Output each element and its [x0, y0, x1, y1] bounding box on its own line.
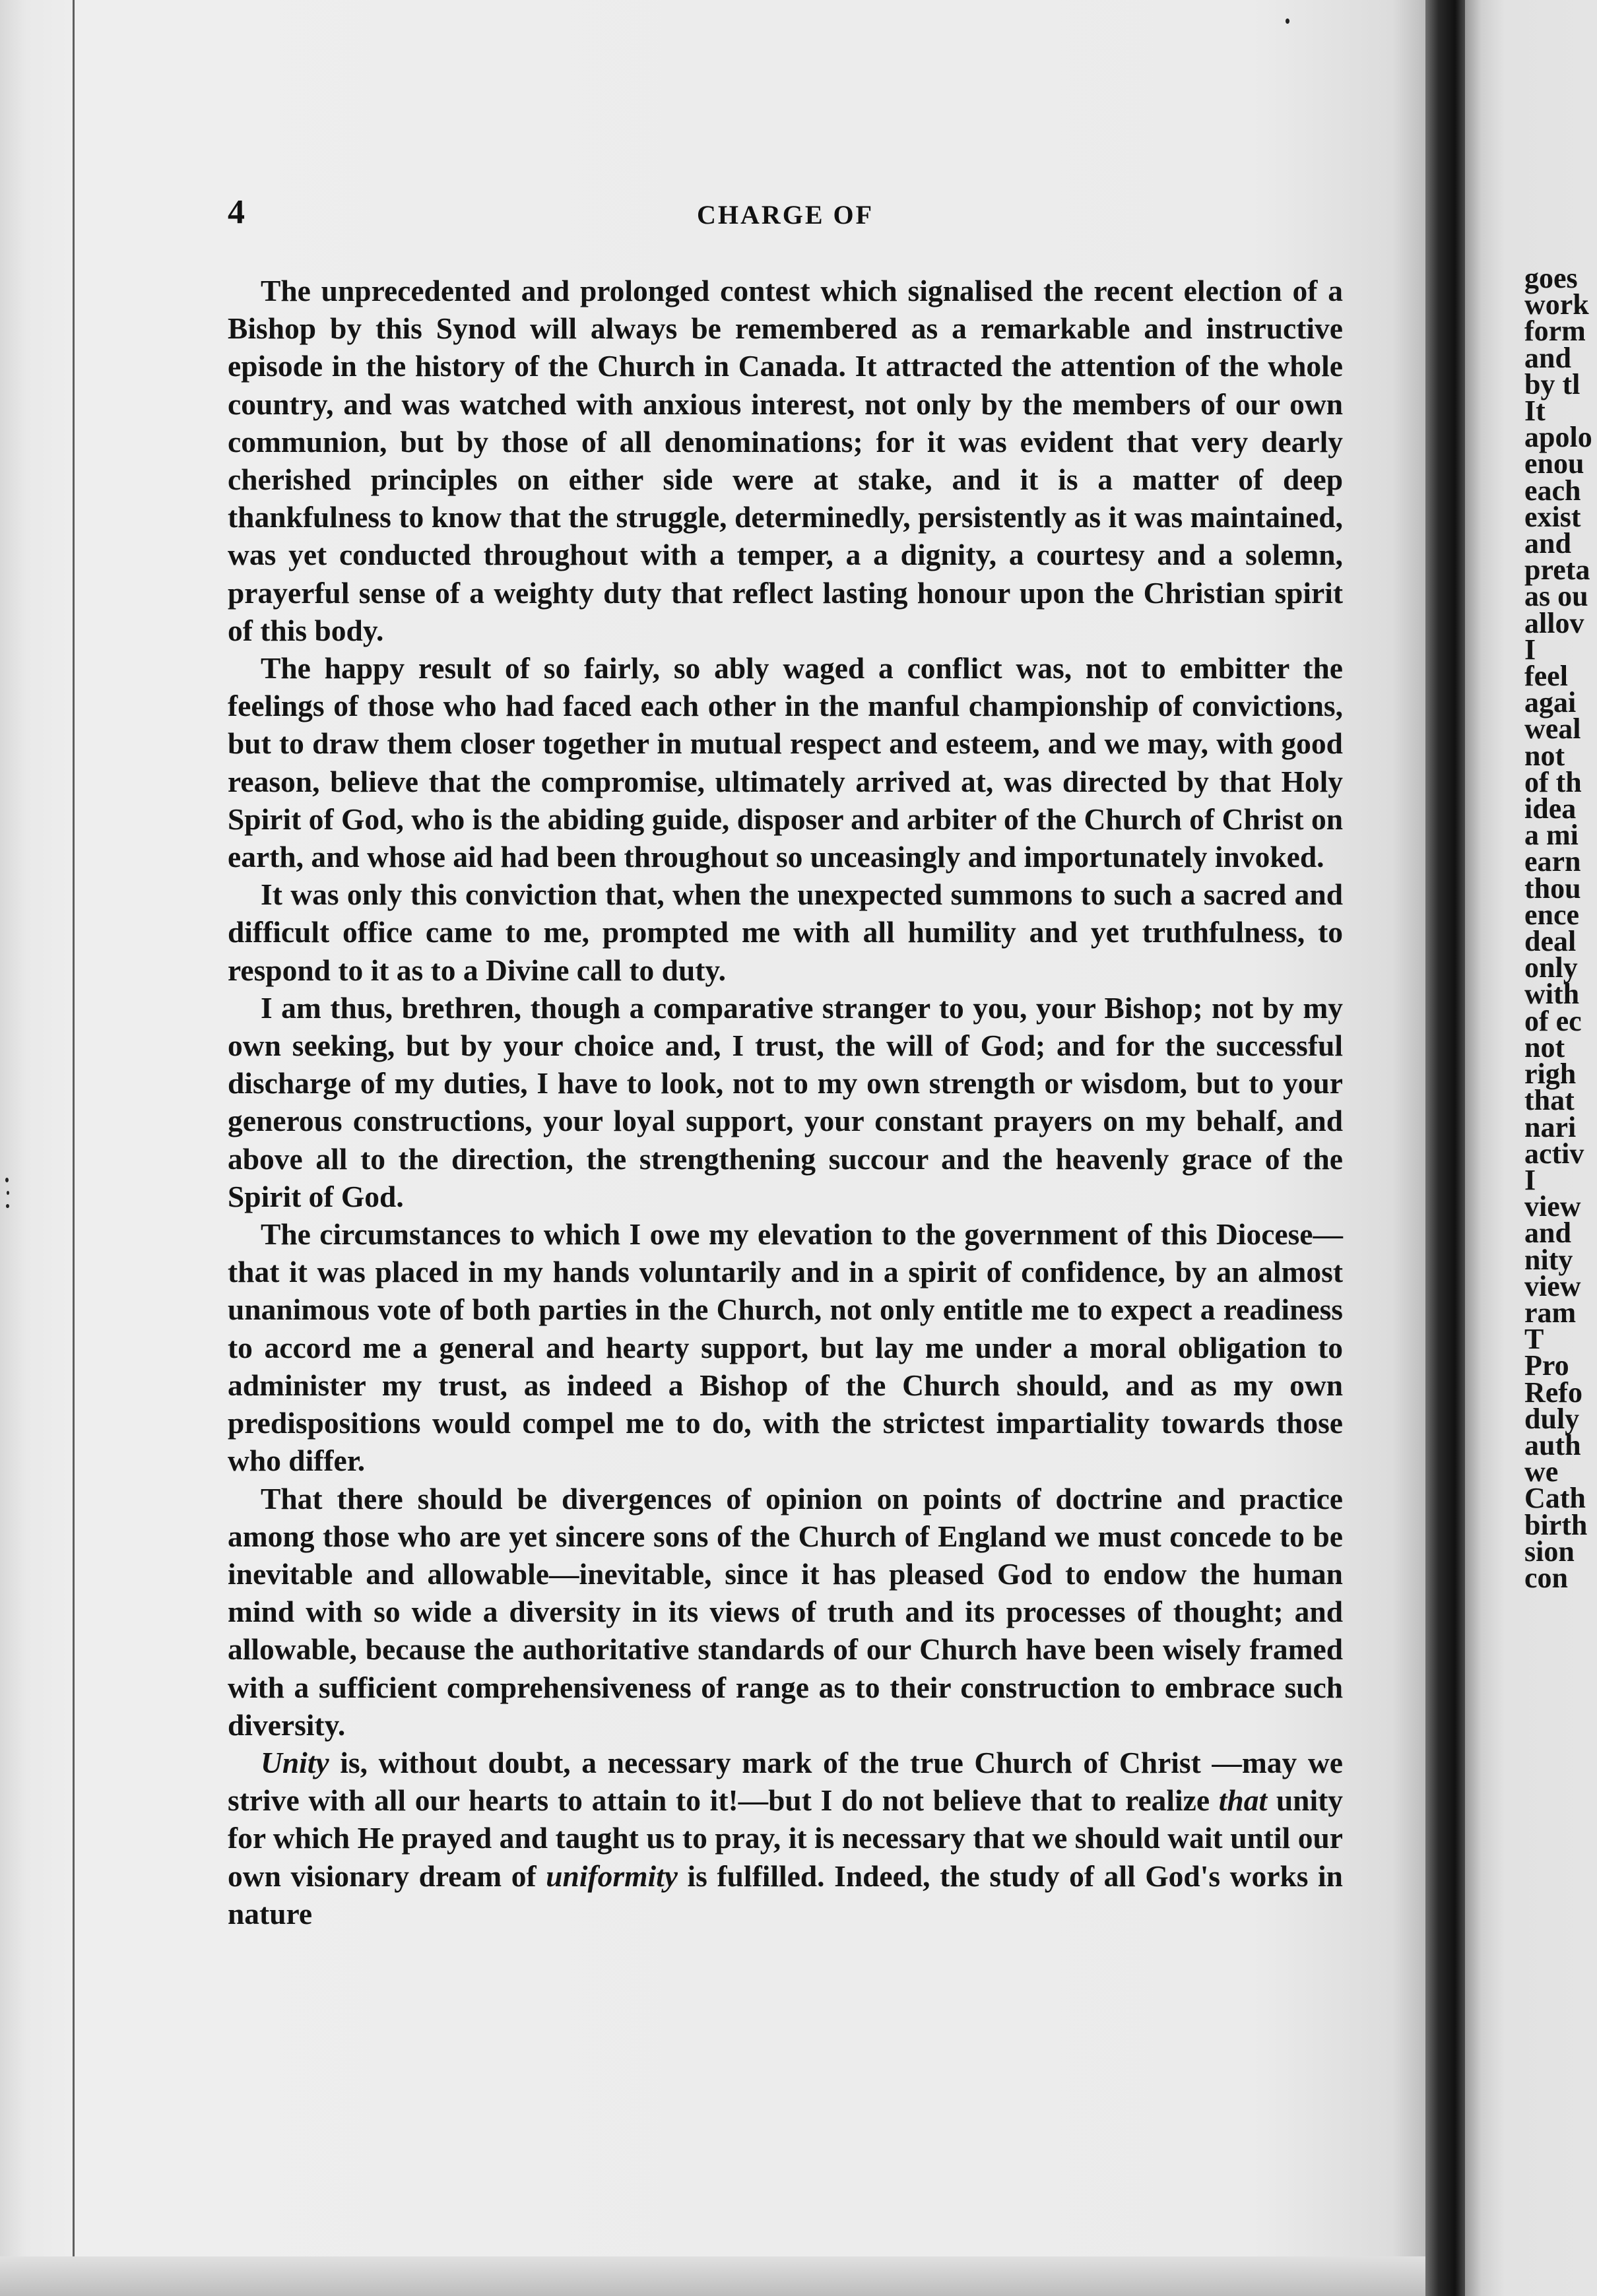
paragraph-text: The unprecedented and prolonged contest which signalised the recent election of a Bishop by this Synod will always be remembered as a remarkable and instructive episode in the history of the Church in Canada. It attracted the attention of the whole country, and was watched with anxious interest, not only by the members of our own communion, but by those of all denominations; for it was evident that very dearly cherished principles on either side were at stake, and it is a matter of deep thankfulness to know that the struggle, determinedly, persistently as it was maintained, was yet conducted throughout with a temper, a a dignity, a courtesy and a solemn, prayerful sense of a weighty duty that reflect lasting honour upon the Christian spirit of this body. [228, 274, 1343, 647]
paragraph [228, 1480, 1343, 1744]
ink-speck [5, 1178, 9, 1182]
next-page-fragment: agai [1524, 686, 1577, 719]
next-page-fragment: auth [1524, 1428, 1581, 1461]
body-text [228, 272, 1343, 1932]
next-page-fragment: form [1524, 315, 1586, 348]
next-page-fragment: exist [1524, 500, 1581, 533]
next-page-fragment: of th [1524, 765, 1582, 798]
next-page-fragment: Cath [1524, 1482, 1586, 1515]
page-number: 4 [228, 193, 245, 231]
paragraph-text: I am thus, brethren, though a comparative stranger to you, your Bishop; not by my own seeking, but by your choice and, I trust, the will of God; and for the successful discharge of my duties, I have to look, not to my own strength or wisdom, but to your generous constructions, your loyal support, your constant prayers on my behalf, and above all to the direction, the strengthening succour and the heavenly grace of the Spirit of God. [228, 990, 1343, 1213]
running-head: CHARGE OF [696, 200, 874, 230]
next-page-fragment: T [1524, 1323, 1544, 1356]
next-page-fragment: and [1524, 1217, 1571, 1250]
paragraph-text: The circumstances to which I owe my elevation to the government of this Diocese—that it was placed in my hands voluntarily and in a spirit of confidence, by an almost unanimous vote of both parties in the Church, not only entitle me to expect a readiness to accord me a general and hearty support, but lay me under a moral obligation to administer my trust, as indeed a Bishop of the Church should, and as my own predispositions would compel me to do, with the strictest impartiality towards those who differ. [228, 1217, 1343, 1478]
page-edge-line [73, 0, 75, 2296]
next-page-fragment: righ [1524, 1058, 1577, 1091]
next-page-fragment: we [1524, 1455, 1559, 1488]
next-page-fragment: feel [1524, 660, 1568, 693]
paragraph [228, 989, 1343, 1215]
next-page-fragment: ence [1524, 898, 1580, 931]
next-page-fragment: weal [1524, 713, 1581, 746]
book-gutter [1425, 0, 1465, 2296]
paragraph [228, 1744, 1343, 1932]
paragraph-text: The happy result of so fairly, so ably waged a conflict was, not to embitter the feelings of those who had faced each other in the manful championship of convictions, but to draw them closer together in mutual respect and esteem, and we may, with good reason, believe that the compromise, ultimately arrived at, was directed by that Holy Spirit of God, who is the abiding guide, disposer and arbiter of the Church of Christ on earth, and whose aid had been throughout so unceasingly and importunately invoked. [228, 651, 1343, 874]
next-page-fragment: of ec [1524, 1004, 1582, 1037]
next-page-fragment: only [1524, 951, 1578, 984]
paragraph-text: is, without doubt, a necessary mark of the true Church of Christ —may we strive with all our hearts to attain to it!—but I do not believe that to realize [228, 1745, 1343, 1818]
next-page-fragment: that [1524, 1084, 1575, 1117]
page-header [228, 193, 1343, 239]
paragraph [228, 1215, 1343, 1479]
next-page-fragment: I [1524, 633, 1536, 666]
next-page-fragment: apolo [1524, 421, 1592, 454]
paragraph-text: It was only this conviction that, when the unexpected summons to such a sacred and difficult office came to me, prompted me with all humility and yet truthfulness, to respond to it as to a Divine call to duty. [228, 877, 1343, 987]
next-page-fragment: idea [1524, 792, 1577, 825]
page-bottom-edge [0, 2256, 1425, 2296]
ink-speck [6, 1204, 9, 1208]
next-page-fragment: It [1524, 395, 1546, 428]
next-page-fragment: duly [1524, 1402, 1580, 1435]
next-page-fragment: sion [1524, 1535, 1575, 1568]
next-page-fragment: and [1524, 527, 1571, 560]
next-page-fragment: nity [1524, 1243, 1573, 1276]
next-page-fragment: with [1524, 978, 1580, 1011]
next-page-fragment: earn [1524, 845, 1581, 878]
paragraph [228, 272, 1343, 649]
ink-speck [7, 1191, 9, 1195]
ink-speck [1286, 18, 1289, 24]
next-page-fragment: con [1524, 1561, 1568, 1594]
next-page-fragment: ram [1524, 1296, 1577, 1329]
next-page-fragment: thou [1524, 872, 1581, 905]
next-page-fragment: each [1524, 474, 1581, 507]
next-page-fragment: allov [1524, 606, 1584, 639]
next-page-fragment: activ [1524, 1137, 1584, 1170]
paragraph [228, 649, 1343, 876]
next-page-fragment: as ou [1524, 580, 1588, 613]
next-page-fragment: view [1524, 1269, 1581, 1302]
next-page-text [1524, 262, 1597, 1594]
next-page-fragment: deal [1524, 925, 1577, 958]
next-page-fragment: nari [1524, 1110, 1577, 1143]
next-page-fragment: birth [1524, 1508, 1588, 1541]
italic-text: that [1218, 1783, 1268, 1818]
next-page-fragment: not [1524, 1031, 1565, 1064]
next-page-fragment: a mi [1524, 819, 1579, 852]
next-page-fragment: Refo [1524, 1376, 1582, 1409]
next-page-fragment: work [1524, 288, 1589, 321]
paragraph [228, 876, 1343, 989]
next-page-fragment: I [1524, 1163, 1536, 1196]
next-page-fragment: goes [1524, 262, 1578, 294]
next-page-fragment: not [1524, 739, 1565, 772]
paragraph-text: unity for which He prayed and taught us to pray, it is necessary that we should wait until our own visionary dream of [228, 1783, 1343, 1893]
next-page-fragment: and [1524, 341, 1571, 374]
next-page-fragment: Pro [1524, 1349, 1569, 1382]
next-page-fragment: by tl [1524, 367, 1581, 400]
paragraph-text: is fulfilled. Indeed, the study of all God's works in nature [228, 1859, 1343, 1930]
next-page-fragment: enou [1524, 447, 1584, 480]
italic-text: uniformity [546, 1859, 678, 1893]
next-page-fragment: preta [1524, 554, 1590, 587]
paragraph-text: That there should be divergences of opinion on points of doctrine and practice among those who are yet sincere sons of the Church of England we must concede to be inevitable and allowable—inevitable, since it has pleased God to endow the human mind with so wide a diversity in its views of truth and its processes of thought; and allowable, because the authoritative standards of our Church have been wisely framed with a sufficient comprehensiveness of range as to their construction to embrace such diversity. [228, 1481, 1343, 1742]
next-page-fragment: view [1524, 1190, 1581, 1223]
italic-text: Unity [261, 1745, 329, 1779]
